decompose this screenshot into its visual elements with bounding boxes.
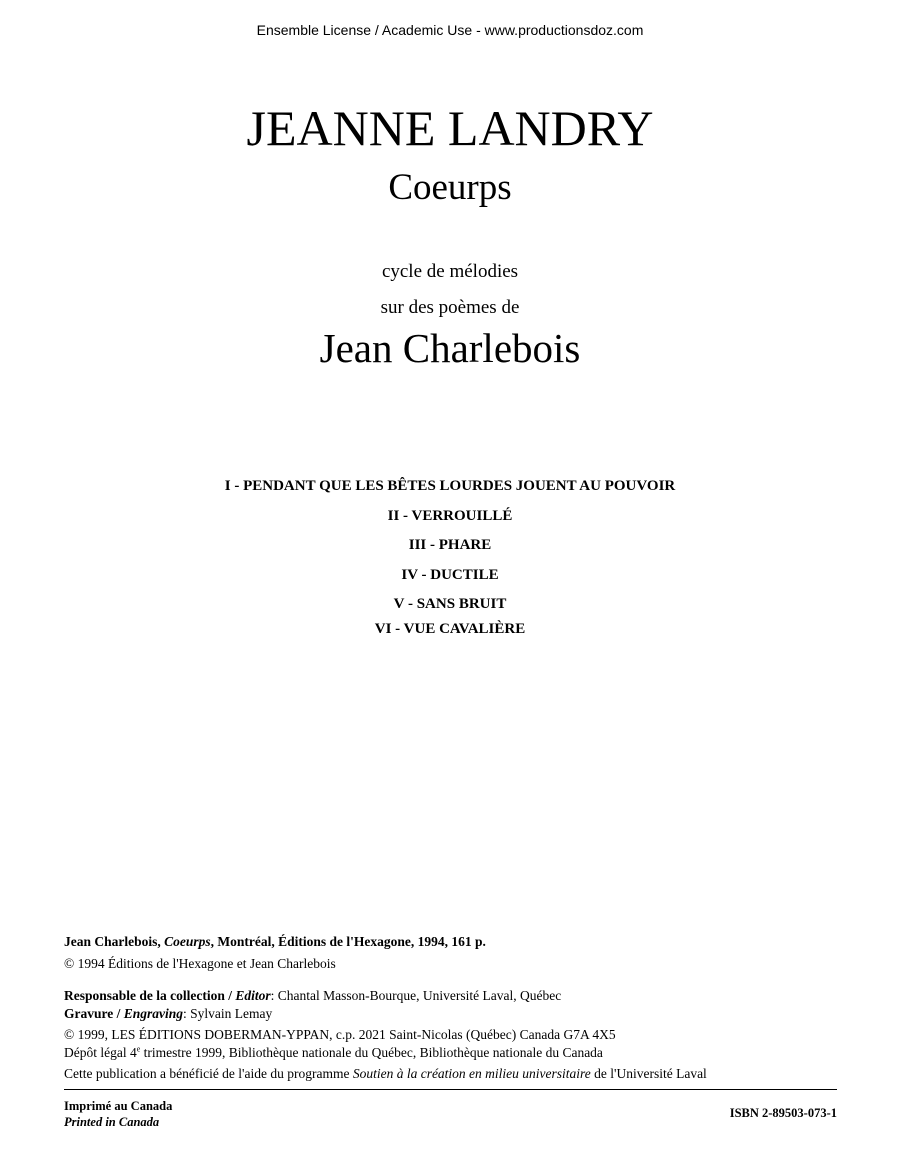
toc-item-4: IV - DUCTILE xyxy=(401,566,499,583)
toc-item-3: III - PHARE xyxy=(408,537,492,553)
toc-item-6: VI - VUE CAVALIÈRE xyxy=(374,620,526,637)
legal-deposit xyxy=(64,1044,844,1062)
source-title: Coeurps xyxy=(164,934,211,949)
license-notice: Ensemble License / Academic Use - www.productionsdoz.com xyxy=(256,22,644,38)
poet-name: Jean Charlebois xyxy=(319,325,581,371)
printed-in-block xyxy=(64,1098,172,1130)
source-copyright: © 1994 Éditions de l'Hexagone et Jean Charlebois xyxy=(64,956,336,971)
support-note xyxy=(64,1065,844,1083)
credits-block xyxy=(64,987,844,1083)
editor-line xyxy=(64,987,844,1005)
engraving-label-en: Engraving xyxy=(123,1006,184,1021)
printed-fr: Imprimé au Canada xyxy=(64,1099,173,1113)
support-program: Soutien à la création en milieu universitaire xyxy=(352,1066,591,1081)
toc-item-5: V - SANS BRUIT xyxy=(393,596,507,612)
support-part-a: Cette publication a bénéficié de l'aide du programme xyxy=(64,1066,353,1081)
legal-deposit-superscript: e xyxy=(136,1044,141,1054)
composer-name: JEANNE LANDRY xyxy=(246,100,654,156)
engraving-separator: / xyxy=(113,1006,124,1021)
toc-item-2: II - VERROUILLÉ xyxy=(387,507,513,524)
toc-item-1: I - PENDANT QUE LES BÊTES LOURDES JOUENT AU POUVOIR xyxy=(224,478,676,494)
engraving-label-fr: Gravure xyxy=(64,1006,114,1021)
editor-separator: / xyxy=(224,988,236,1003)
editor-value: : Chantal Masson-Bourque, Université Laval, Québec xyxy=(270,988,562,1003)
source-author: Jean Charlebois, xyxy=(64,934,165,949)
publisher-copyright: © 1999, LES ÉDITIONS DOBERMAN-YPPAN, c.p. 2021 Saint-Nicolas (Québec) Canada G7A 4X5 xyxy=(64,1027,616,1042)
engraving-line xyxy=(64,1005,844,1023)
isbn: ISBN 2-89503-073-1 xyxy=(729,1106,837,1120)
editor-label-en: Editor xyxy=(235,988,271,1003)
legal-deposit-part-b: trimestre 1999, Bibliothèque nationale du Québec, Bibliothèque nationale du Canada xyxy=(140,1045,603,1060)
source-details: , Montréal, Éditions de l'Hexagone, 1994, 161 p. xyxy=(210,934,486,949)
legal-deposit-part-a: Dépôt légal 4 xyxy=(64,1045,137,1060)
work-title: Coeurps xyxy=(388,167,512,208)
editor-label-fr: Responsable de la collection xyxy=(64,988,225,1003)
source-block xyxy=(64,933,844,973)
table-of-contents xyxy=(0,472,900,641)
engraving-value: : Sylvain Lemay xyxy=(183,1006,273,1021)
subtitle-line-1: cycle de mélodies xyxy=(381,261,519,282)
source-citation xyxy=(64,933,844,951)
subtitle-line-2: sur des poèmes de xyxy=(380,297,520,318)
printed-en: Printed in Canada xyxy=(64,1115,160,1129)
footer-divider xyxy=(64,1089,837,1090)
support-part-b: de l'Université Laval xyxy=(590,1066,707,1081)
